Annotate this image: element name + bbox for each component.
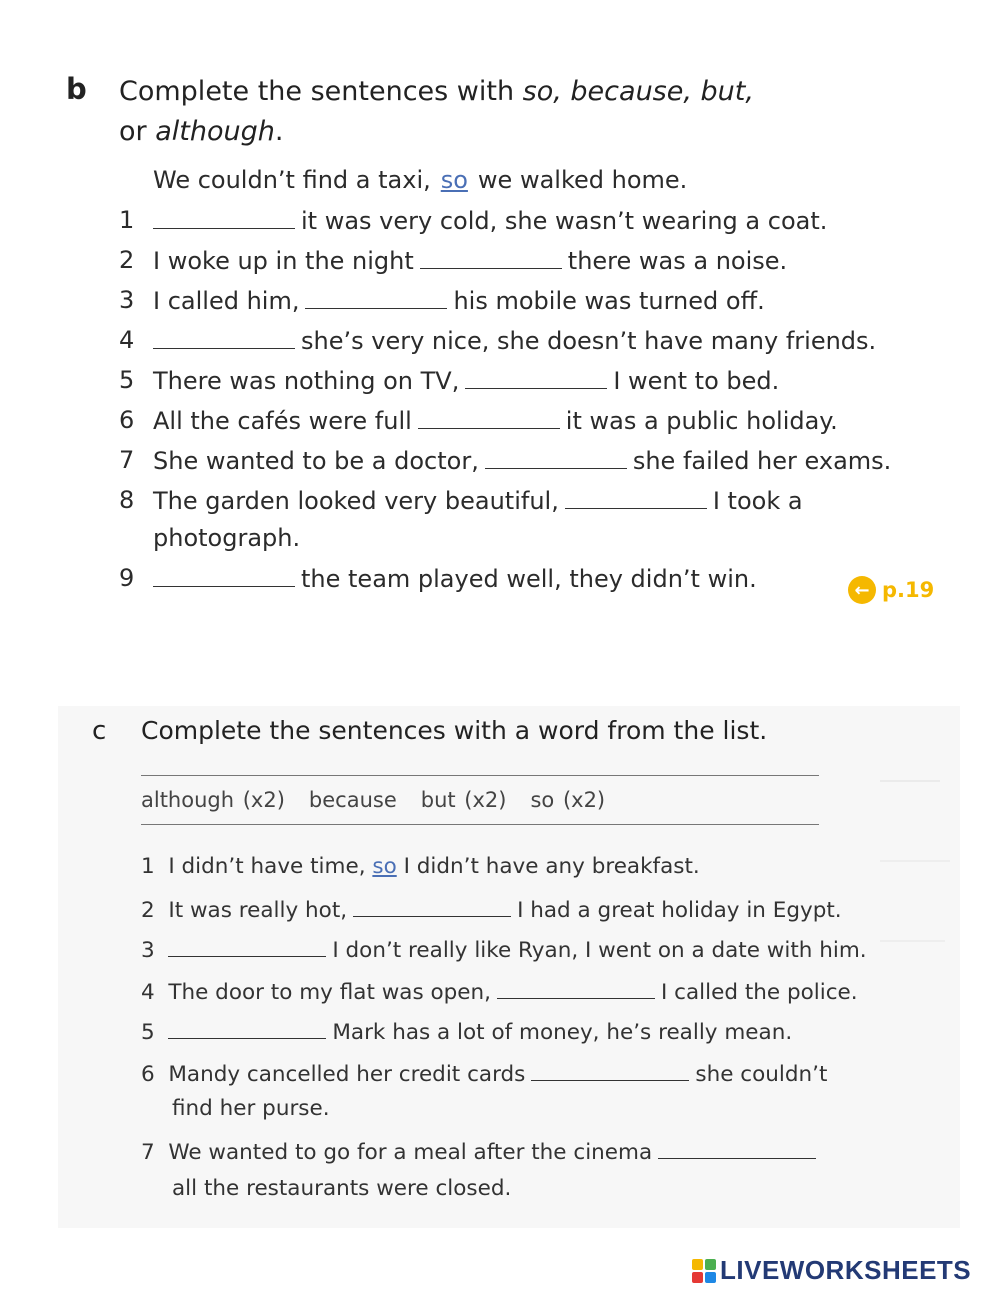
answer-blank-c5[interactable] (168, 1018, 326, 1039)
answer-blank-c6[interactable] (531, 1060, 689, 1081)
answer-blank-b2[interactable] (420, 246, 562, 269)
answer-blank-c2[interactable] (353, 896, 511, 917)
b-item-2: 2 I woke up in the night there was a noise. (119, 246, 788, 275)
b-item-8-continuation: photograph. (153, 524, 301, 552)
word-list-item: but (x2) (420, 788, 507, 812)
arrow-left-icon: ← (848, 576, 876, 604)
answer-blank-c3[interactable] (168, 936, 326, 957)
c-item-1: 1 I didn’t have time, so I didn’t have any breakfast. (141, 854, 700, 879)
answer-blank-c7[interactable] (658, 1138, 816, 1159)
word-list-top-rule (141, 775, 819, 776)
answer-blank-b4[interactable] (153, 326, 295, 349)
c-item-7-continuation: all the restaurants were closed. (172, 1176, 512, 1201)
example-sentence: We couldn’t find a taxi, so we walked home. (153, 166, 688, 194)
page-reference-label: p.19 (882, 578, 935, 602)
c-item-2: 2 It was really hot, I had a great holiday in Egypt. (141, 898, 842, 923)
b-item-6: 6 All the cafés were full it was a public holiday. (119, 406, 838, 435)
word-list-bottom-rule (141, 824, 819, 825)
answer-blank-b7[interactable] (485, 446, 627, 469)
logo-text: LIVEWORKSHEETS (720, 1255, 972, 1285)
example-answer: so (440, 166, 468, 194)
answer-blank-b5[interactable] (465, 366, 607, 389)
c-item-1-answer: so (372, 854, 397, 879)
section-c-instruction: Complete the sentences with a word from the list. (141, 716, 768, 745)
faint-decor-line (880, 780, 940, 782)
answer-blank-b8[interactable] (565, 486, 707, 509)
word-list-item: so (x2) (530, 788, 606, 812)
section-b-letter: b (66, 72, 87, 106)
section-b-instruction: Complete the sentences with so, because, but, or although. (119, 76, 754, 147)
c-item-6: 6 Mandy cancelled her credit cards she couldn’t (141, 1062, 828, 1087)
b-item-8: 8 The garden looked very beautiful, I took a (119, 486, 803, 515)
b-item-3: 3 I called him, his mobile was turned off. (119, 286, 765, 315)
c-item-3: 3 I don’t really like Ryan, I went on a date with him. (141, 938, 867, 963)
answer-blank-b9[interactable] (153, 564, 295, 587)
answer-blank-b6[interactable] (418, 406, 560, 429)
c-item-5: 5 Mark has a lot of money, he’s really mean. (141, 1020, 793, 1045)
faint-decor-line (880, 860, 950, 862)
b-item-4: 4 she’s very nice, she doesn’t have many friends. (119, 326, 877, 355)
section-c-letter: c (92, 716, 107, 746)
faint-decor-line (880, 940, 945, 942)
word-list-item: although (x2) (141, 788, 285, 812)
answer-blank-b1[interactable] (153, 206, 295, 229)
word-list-item: because (308, 788, 397, 812)
word-list (141, 788, 629, 812)
b-item-9: 9 the team played well, they didn’t win. (119, 564, 757, 593)
logo-squares-icon (692, 1259, 716, 1283)
c-item-6-continuation: find her purse. (172, 1096, 330, 1121)
b-item-1: 1 it was very cold, she wasn’t wearing a coat. (119, 206, 828, 235)
answer-blank-c4[interactable] (497, 978, 655, 999)
c-item-4: 4 The door to my flat was open, I called the police. (141, 980, 858, 1005)
b-item-5: 5 There was nothing on TV, I went to bed. (119, 366, 780, 395)
liveworksheets-logo (692, 1255, 971, 1286)
c-item-7: 7 We wanted to go for a meal after the cinema (141, 1138, 822, 1165)
b-item-7: 7 She wanted to be a doctor, she failed her exams. (119, 446, 892, 475)
answer-blank-b3[interactable] (305, 286, 447, 309)
page-reference[interactable] (848, 576, 934, 604)
